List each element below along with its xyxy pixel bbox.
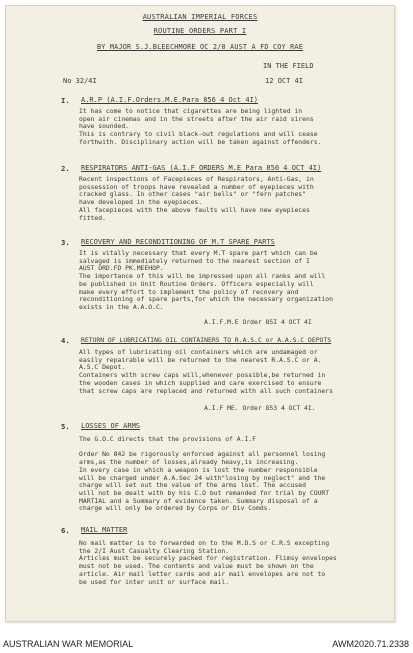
- section-body: [79, 108, 387, 147]
- body-line: be used for inter unit or surface mail.: [79, 577, 230, 586]
- body-line: charge will only be ordered by Corps or Div Comds.: [79, 504, 272, 513]
- body-line: arms,as the number of losses,already heavy,is increasing.: [79, 458, 299, 467]
- body-line: have developed in the eyepieces.: [79, 198, 203, 207]
- section-title: MAIL MATTER: [81, 526, 128, 534]
- header-subtitle: ROUTINE ORDERS PART I: [153, 27, 247, 35]
- body-line: MARTIAL and a Summary of evidence taken. Summary disposal of a: [79, 496, 318, 505]
- body-line: open air cinemas and in the streets after the air raid sirens: [79, 114, 314, 123]
- body-line: the 2/I Aust Casualty Clearing Station.: [79, 546, 230, 555]
- section-number: 5.: [61, 422, 70, 431]
- body-line: Recent inspections of Facepieces of Respirators, Anti-Gas, in: [79, 175, 314, 183]
- body-line: reconditioning of spare parts,for which the necessary organization: [79, 295, 333, 304]
- order-number: No 32/4I: [63, 77, 97, 85]
- order-reference: A.I.F ME. Order 853 4 OCT 4I.: [204, 404, 316, 412]
- section-title: RESPIRATORS ANTI-GAS (A.I.F ORDERS M.E Para 850 4 OCT 4I): [81, 164, 322, 172]
- section-body: [79, 540, 387, 586]
- body-line: cracked glass. In other cases "air bells" or "fern patches": [79, 190, 307, 199]
- body-line: Containers with screw caps will,whenever possible,be returned in: [79, 371, 326, 380]
- section-body: [79, 436, 387, 513]
- body-line: exists in the A.A.O.C.: [79, 302, 164, 311]
- location: IN THE FIELD: [263, 62, 314, 70]
- body-line: must not be used. The contents and value must be shown on the: [79, 562, 314, 571]
- body-line: be published in Unit Routine Orders. Officers especially will: [79, 279, 314, 288]
- body-line: article. Air mail letter cards and air mail envelopes are not to: [79, 569, 326, 578]
- section-title: A.R.P (A.I.F.Orders.M.E.Para 856 4 Oct 4I): [81, 96, 259, 104]
- footer-accession-number: AWM2020.71.2338: [332, 639, 409, 649]
- body-line: charge will set out the value of the arms lost. The accused: [79, 481, 307, 490]
- body-line: All facepieces with the above faults will have new eyepieces: [79, 205, 310, 214]
- section-title: LOSSES OF ARMS: [81, 422, 141, 430]
- body-line: This is contrary to civil black-out regulations and will cease: [79, 130, 318, 139]
- section-title: RECOVERY AND RECONDITIONING OF M.T SPARE PARTS: [81, 238, 275, 246]
- section-body: [79, 250, 387, 312]
- body-line: Order No 842 be rigorously enforced against all personnel losing: [79, 450, 326, 459]
- body-line: make every effort to implement the policy of recovery and: [79, 287, 299, 296]
- section-number: 6.: [61, 526, 70, 535]
- body-line: possession of troops have revealed a number of eyepieces with: [79, 182, 314, 191]
- body-line: Articles must be securely packed for registration. Flimsy envelopes: [79, 554, 337, 563]
- section-body: [79, 349, 387, 395]
- section-number: 4.: [61, 336, 70, 345]
- header-title: AUSTRALIAN IMPERIAL FORCES: [142, 13, 258, 21]
- body-line: will not be dealt with by his C.O but remanded for trial by COURT: [79, 488, 330, 497]
- body-line: It is vitally necessary that every M.T spare part which can be: [79, 249, 318, 257]
- order-reference: A.I.F.M.E Order 85I 4 OCT 4I: [204, 318, 312, 326]
- footer-bar: [0, 637, 413, 653]
- body-line: The G.O.C directs that the provisions of A.I.F: [79, 435, 256, 443]
- body-line: In every case in which a weapon is lost the number responsible: [79, 465, 318, 474]
- section-number: 3.: [61, 238, 70, 247]
- header-issuer: BY MAJOR S.J.BLEECHMORE OC 2/8 AUST A FD COY RAE: [96, 43, 304, 51]
- section-number: 2.: [61, 164, 70, 173]
- section-body: [79, 176, 387, 222]
- section-number: I.: [61, 96, 70, 105]
- order-date: 12 OCT 4I: [265, 77, 303, 85]
- body-line: the wooden cases in which supplied and care exercised to ensure: [79, 378, 322, 387]
- body-line: A.S.C Depot.: [79, 363, 126, 372]
- body-line: salvaged is immediately returned to the nearest section of I: [79, 256, 310, 265]
- body-line: All types of lubricating oil containers which are undamaged or: [79, 348, 318, 356]
- body-line: will be charged under A.A.Sec 24 with"losing by neglect" and the: [79, 473, 326, 482]
- body-line: AUST ORD.FD PK.MEEHOP.: [79, 264, 164, 273]
- body-line: No mail matter is to forwarded on to the M.D.S or C.R.S excepting: [79, 539, 330, 547]
- document-sheet: [5, 5, 395, 622]
- body-line: that screw caps are replaced and returned with all such containers: [79, 386, 333, 395]
- body-line: easily repairable will be returned to the nearest R.A.S.C or A.: [79, 355, 322, 364]
- body-line: have sounded.: [79, 122, 130, 131]
- body-line: The importance of this will be impressed upon all ranks and will: [79, 272, 326, 281]
- body-line: forthwith. Disciplinary action will be taken against offenders.: [79, 137, 322, 146]
- body-line: It has come to notice that cigarettes are being lighted in: [79, 107, 303, 115]
- body-line: fitted.: [79, 213, 106, 222]
- footer-credit: AUSTRALIAN WAR MEMORIAL: [3, 639, 134, 649]
- section-title: RETURN OF LUBRICATING OIL CONTAINERS TO R.A.S.C or A.A.S.C DEPOTS: [81, 336, 332, 344]
